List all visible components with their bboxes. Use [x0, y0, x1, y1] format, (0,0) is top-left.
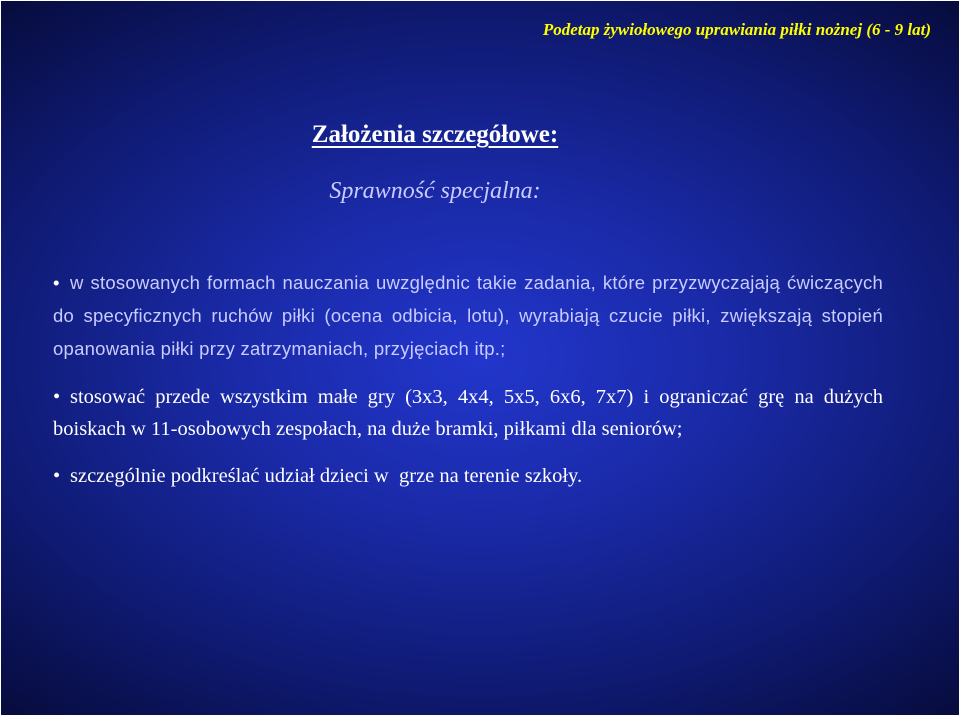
- bullet-text-3: szczególnie podkreślać udział dzieci w grze na terenie szkoły.: [70, 465, 583, 487]
- section-title: Założenia szczegółowe:: [311, 121, 559, 148]
- bullet-item-1: [53, 266, 883, 365]
- bullet-marker: •: [53, 386, 61, 408]
- bullet-text-1: w stosowanych formach nauczania uwzględnic takie zadania, które przyzwyczajają ćwiczących do specyficznych ruchów piłki (ocena odbicia, lotu), wyrabiają czucie piłki, zwiększają stopień opanowania piłki przy zatrzymaniach, przyjęciach itp.;: [53, 272, 883, 359]
- bullet-marker: •: [53, 272, 60, 293]
- section-subtitle: Sprawność specjalna:: [329, 178, 541, 204]
- bullet-marker: •: [53, 465, 61, 487]
- header-title: Podetap żywiołowego uprawiania piłki nożnej (6 - 9 lat): [542, 20, 931, 39]
- bullet-list: [53, 266, 883, 492]
- bullet-item-3: [53, 460, 883, 492]
- slide: [1, 1, 959, 715]
- bullet-item-2: [53, 381, 883, 445]
- bullet-text-2: stosować przede wszystkim małe gry (3x3, 4x4, 5x5, 6x6, 7x7) i ograniczać grę na dużych boiskach w 11-osobowych zespołach, na duże bramki, piłkami dla seniorów;: [53, 386, 883, 440]
